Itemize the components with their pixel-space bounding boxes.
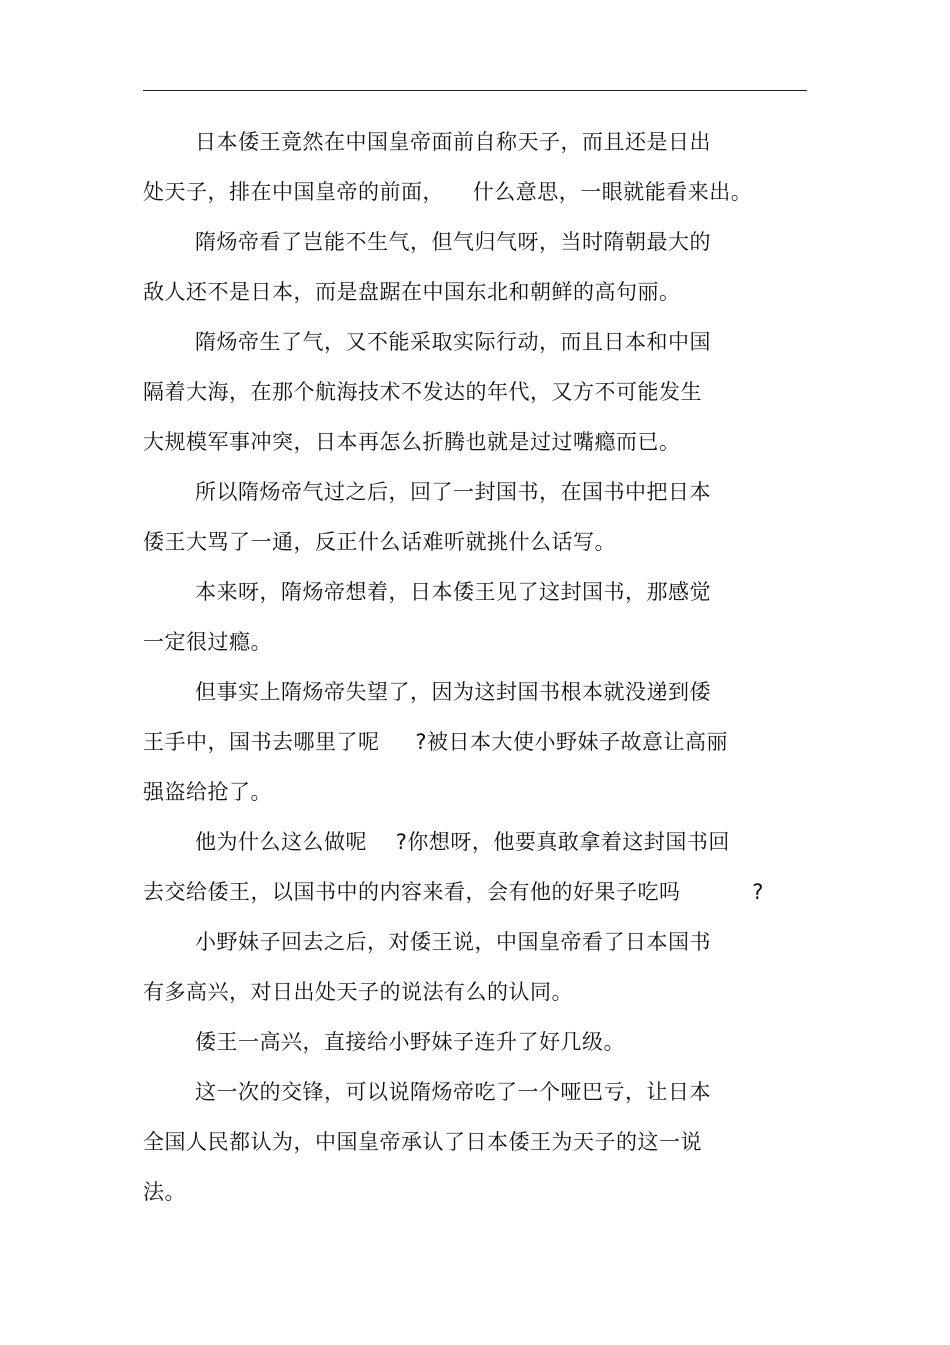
text-line: 去交给倭王，以国书中的内容来看，会有他的好果子吃吗 ? bbox=[143, 880, 764, 904]
text-line: 一定很过瘾。 bbox=[143, 630, 272, 654]
text-line: 日本倭王竟然在中国皇帝面前自称天子，而且还是日出 bbox=[195, 130, 711, 154]
text-line: 本来呀，隋炀帝想着，日本倭王见了这封国书，那感觉 bbox=[195, 580, 711, 604]
text-line: 法。 bbox=[143, 1180, 186, 1204]
text-line: 但事实上隋炀帝失望了，因为这封国书根本就没递到倭 bbox=[195, 680, 711, 704]
text-line: 倭王大骂了一通，反正什么话难听就挑什么话写。 bbox=[143, 530, 616, 554]
text-line: 大规模军事冲突，日本再怎么折腾也就是过过嘴瘾而已。 bbox=[143, 430, 681, 454]
header-rule bbox=[143, 90, 807, 91]
text-line: 王手中，国书去哪里了呢 ?被日本大使小野妹子故意让高丽 bbox=[143, 730, 729, 754]
text-line: 敌人还不是日本，而是盘踞在中国东北和朝鲜的高句丽。 bbox=[143, 280, 681, 304]
text-line: 处天子，排在中国皇帝的前面， 什么意思，一眼就能看来出。 bbox=[143, 180, 753, 204]
text-line: 隔着大海，在那个航海技术不发达的年代，又方不可能发生 bbox=[143, 380, 702, 404]
text-line: 这一次的交锋，可以说隋炀帝吃了一个哑巴亏，让日本 bbox=[195, 1080, 711, 1104]
text-line: 倭王一高兴，直接给小野妹子连升了好几级。 bbox=[195, 1030, 625, 1054]
text-line: 所以隋炀帝气过之后，回了一封国书，在国书中把日本 bbox=[195, 480, 711, 504]
text-line: 强盗给抢了。 bbox=[143, 780, 272, 804]
text-line: 隋炀帝看了岂能不生气，但气归气呀，当时隋朝最大的 bbox=[195, 230, 711, 254]
text-line: 隋炀帝生了气，又不能采取实际行动，而且日本和中国 bbox=[195, 330, 711, 354]
text-line: 他为什么这么做呢 ?你想呀，他要真敢拿着这封国书回 bbox=[195, 830, 730, 854]
text-line: 小野妹子回去之后，对倭王说，中国皇帝看了日本国书 bbox=[195, 930, 711, 954]
text-line: 有多高兴，对日出处天子的说法有么的认同。 bbox=[143, 980, 573, 1004]
text-line: 全国人民都认为，中国皇帝承认了日本倭王为天子的这一说 bbox=[143, 1130, 702, 1154]
